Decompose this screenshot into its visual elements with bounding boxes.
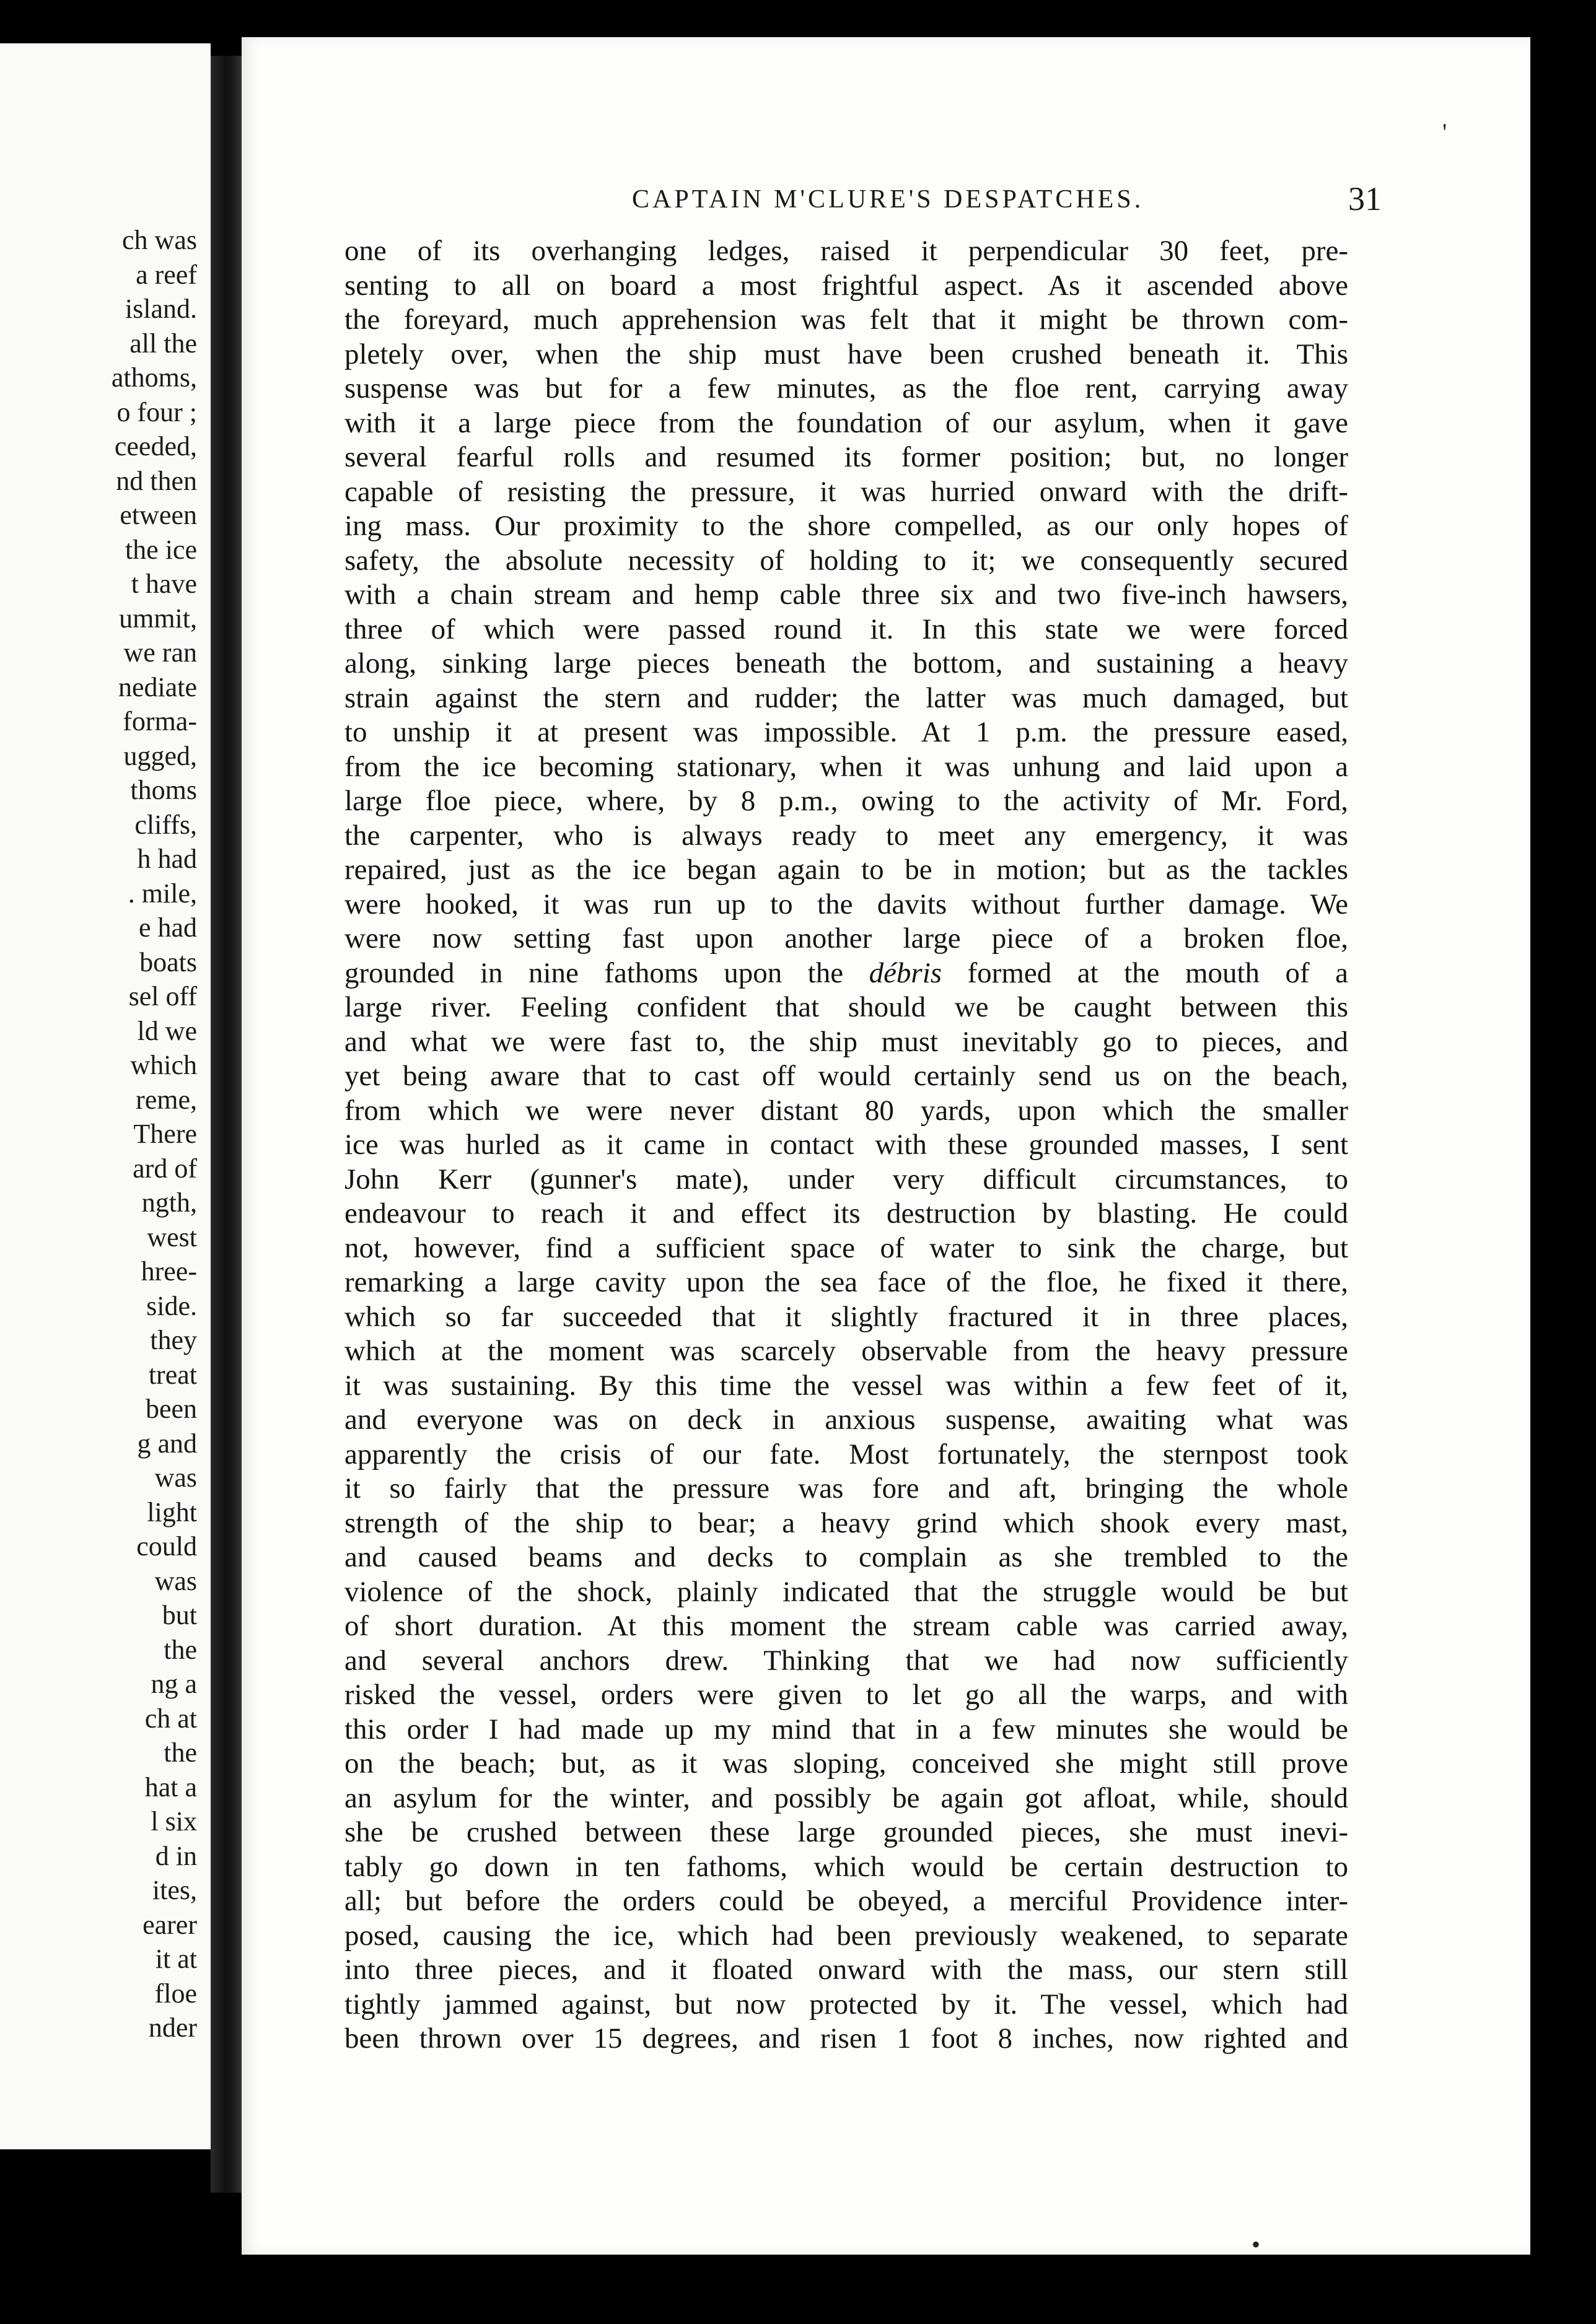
- previous-page-line: reme,: [136, 1084, 197, 1115]
- previous-page-line: but: [162, 1600, 197, 1630]
- text-line: which at the moment was scarcely observable from the heavy pressure: [344, 1335, 1348, 1367]
- previous-page-line: ng a: [151, 1669, 197, 1699]
- text-line: strain against the stern and rudder; the latter was much damaged, but: [344, 681, 1348, 714]
- previous-page-line: forma-: [123, 706, 197, 736]
- text-line: safety, the absolute necessity of holding to it; we consequently secured: [344, 544, 1348, 577]
- previous-page-line: floe: [154, 1978, 197, 2009]
- previous-page-line: all the: [129, 328, 197, 359]
- body-text: [344, 234, 1348, 2056]
- previous-page-line: side.: [146, 1290, 197, 1321]
- previous-page-line: h had: [137, 844, 197, 874]
- previous-page-line: was: [154, 1565, 197, 1596]
- text-line: grounded in nine fathoms upon the débris formed at the mouth of a: [344, 956, 1348, 989]
- previous-page-line: ld we: [137, 1015, 197, 1046]
- previous-page-line: could: [136, 1531, 197, 1562]
- previous-page-line: nder: [148, 2012, 197, 2043]
- previous-page-line: the: [164, 1634, 197, 1665]
- text-line: it so fairly that the pressure was fore and aft, bringing the whole: [344, 1472, 1348, 1505]
- previous-page-line: ceeded,: [114, 431, 197, 461]
- page-number: 31: [1348, 180, 1382, 217]
- previous-page-line: light: [147, 1496, 197, 1527]
- previous-page-line: they: [150, 1325, 197, 1355]
- text-line: she be crushed between these large grounded pieces, she must inevi-: [344, 1816, 1348, 1848]
- previous-page-line: cliffs,: [134, 809, 197, 840]
- text-line: ing mass. Our proximity to the shore compelled, as our only hopes of: [344, 510, 1348, 542]
- previous-page: [0, 43, 211, 2149]
- text-line: with a chain stream and hemp cable three six and two five-inch hawsers,: [344, 579, 1348, 611]
- text-line: posed, causing the ice, which had been previously weakened, to separate: [344, 1919, 1348, 1952]
- previous-page-line: boats: [139, 946, 197, 977]
- previous-page-line: ch at: [144, 1703, 197, 1734]
- text-line: and caused beams and decks to complain as she trembled to the: [344, 1541, 1348, 1573]
- previous-page-line: l six: [151, 1806, 197, 1837]
- previous-page-line: ites,: [152, 1875, 197, 1905]
- text-line: violence of the shock, plainly indicated that the struggle would be but: [344, 1575, 1348, 1608]
- text-line: not, however, find a sufficient space of water to sink the charge, but: [344, 1231, 1348, 1264]
- text-line: with it a large piece from the foundation of our asylum, when it gave: [344, 406, 1348, 439]
- text-line: yet being aware that to cast off would certainly send us on the beach,: [344, 1060, 1348, 1092]
- text-line: three of which were passed round it. In this state we were forced: [344, 613, 1348, 645]
- previous-page-line: treat: [148, 1359, 197, 1390]
- text-line: large floe piece, where, by 8 p.m., owing to the activity of Mr. Ford,: [344, 785, 1348, 817]
- text-line: it was sustaining. By this time the vessel was within a few feet of it,: [344, 1369, 1348, 1402]
- text-line: endeavour to reach it and effect its destruction by blasting. He could: [344, 1197, 1348, 1230]
- previous-page-text: [112, 223, 197, 2045]
- text-line: from the ice becoming stationary, when it was unhung and laid upon a: [344, 750, 1348, 783]
- previous-page-line: . mile,: [128, 878, 197, 909]
- text-line: from which we were never distant 80 yards, upon which the smaller: [344, 1094, 1348, 1127]
- text-line: of short duration. At this moment the stream cable was carried away,: [344, 1610, 1348, 1642]
- previous-page-line: west: [147, 1221, 197, 1252]
- previous-page-line: e had: [138, 912, 197, 943]
- previous-page-line: etween: [120, 500, 197, 530]
- previous-page-line: hat a: [144, 1771, 197, 1802]
- page-edge-background: [1530, 37, 1596, 2255]
- previous-page-line: athoms,: [111, 362, 197, 393]
- previous-page-line: t have: [131, 569, 197, 599]
- previous-page-line: we ran: [123, 637, 197, 668]
- text-line: risked the vessel, orders were given to let go all the warps, and with: [344, 1679, 1348, 1711]
- previous-page-line: There: [133, 1119, 197, 1149]
- previous-page-line: nediate: [118, 671, 197, 702]
- text-line: several fearful rolls and resumed its former position; but, no longer: [344, 441, 1348, 473]
- text-line: pletely over, when the ship must have been crushed beneath it. This: [344, 338, 1348, 370]
- previous-page-line: o four ;: [116, 396, 197, 427]
- previous-page-line: earer: [142, 1909, 197, 1940]
- text-line: suspense was but for a few minutes, as the floe rent, carrying away: [344, 372, 1348, 404]
- text-line: an asylum for the winter, and possibly be again got afloat, while, should: [344, 1781, 1348, 1814]
- text-line: into three pieces, and it floated onward with the mass, our stern still: [344, 1954, 1348, 1986]
- previous-page-line: it at: [155, 1944, 197, 1974]
- text-line: repaired, just as the ice began again to be in motion; but as the tackles: [344, 854, 1348, 886]
- text-line: the carpenter, who is always ready to meet any emergency, it was: [344, 819, 1348, 852]
- previous-page-line: g and: [137, 1428, 197, 1459]
- previous-page-line: which: [130, 1050, 197, 1080]
- text-line: this order I had made up my mind that in a few minutes she would be: [344, 1713, 1348, 1745]
- previous-page-line: the ice: [125, 534, 197, 565]
- text-line: tightly jammed against, but now protected by it. The vessel, which had: [344, 1988, 1348, 2020]
- previous-page-line: thoms: [130, 775, 197, 805]
- text-line: along, sinking large pieces beneath the bottom, and sustaining a heavy: [344, 647, 1348, 679]
- running-head: CAPTAIN M'CLURE'S DESPATCHES.: [632, 185, 1144, 214]
- page-speck: ': [1442, 118, 1447, 146]
- text-line: to unship it at present was impossible. At 1 p.m. the pressure eased,: [344, 716, 1348, 748]
- text-line: ice was hurled as it came in contact with these grounded masses, I sent: [344, 1129, 1348, 1161]
- text-line: John Kerr (gunner's mate), under very difficult circumstances, to: [344, 1163, 1348, 1195]
- previous-page-line: d in: [155, 1840, 197, 1871]
- text-line: apparently the crisis of our fate. Most fortunately, the sternpost took: [344, 1438, 1348, 1470]
- page-header: [397, 180, 1382, 223]
- text-line: and everyone was on deck in anxious suspense, awaiting what was: [344, 1404, 1348, 1436]
- text-line: large river. Feeling confident that should we be caught between this: [344, 991, 1348, 1023]
- previous-page-line: been: [145, 1394, 197, 1424]
- text-line: been thrown over 15 degrees, and risen 1 foot 8 inches, now righted and: [344, 2022, 1348, 2055]
- previous-page-line: a reef: [136, 259, 197, 290]
- text-line: tably go down in ten fathoms, which would be certain destruction to: [344, 1850, 1348, 1883]
- previous-page-line: ch was: [122, 225, 197, 255]
- text-line: which so far succeeded that it slightly fractured it in three places,: [344, 1300, 1348, 1333]
- previous-page-line: nd then: [116, 465, 197, 496]
- text-line: and what we were fast to, the ship must inevitably go to pieces, and: [344, 1025, 1348, 1058]
- text-line: remarking a large cavity upon the sea face of the floe, he fixed it there,: [344, 1266, 1348, 1298]
- text-line: and several anchors drew. Thinking that we had now sufficiently: [344, 1644, 1348, 1677]
- previous-page-line: ugged,: [123, 740, 197, 771]
- previous-page-line: sel off: [128, 981, 197, 1011]
- previous-page-line: the: [164, 1737, 197, 1768]
- previous-page-line: hree-: [141, 1256, 197, 1286]
- previous-page-line: ard of: [133, 1153, 197, 1184]
- text-line: one of its overhanging ledges, raised it perpendicular 30 feet, pre-: [344, 235, 1348, 267]
- previous-page-line: ngth,: [141, 1187, 197, 1218]
- text-line: were hooked, it was run up to the davits without further damage. We: [344, 888, 1348, 920]
- text-line: strength of the ship to bear; a heavy grind which shook every mast,: [344, 1506, 1348, 1539]
- text-line: all; but before the orders could be obeyed, a merciful Providence inter-: [344, 1885, 1348, 1917]
- text-line: on the beach; but, as it was sloping, conceived she might still prove: [344, 1747, 1348, 1780]
- page-speck: •: [1252, 2230, 1261, 2258]
- previous-page-line: island.: [125, 294, 197, 324]
- text-line: senting to all on board a most frightful aspect. As it ascended above: [344, 269, 1348, 302]
- previous-page-line: ummit,: [119, 603, 197, 634]
- text-line: capable of resisting the pressure, it was hurried onward with the drift-: [344, 475, 1348, 508]
- text-line: the foreyard, much apprehension was felt that it might be thrown com-: [344, 304, 1348, 336]
- text-line: were now setting fast upon another large piece of a broken floe,: [344, 922, 1348, 954]
- previous-page-line: was: [154, 1462, 197, 1493]
